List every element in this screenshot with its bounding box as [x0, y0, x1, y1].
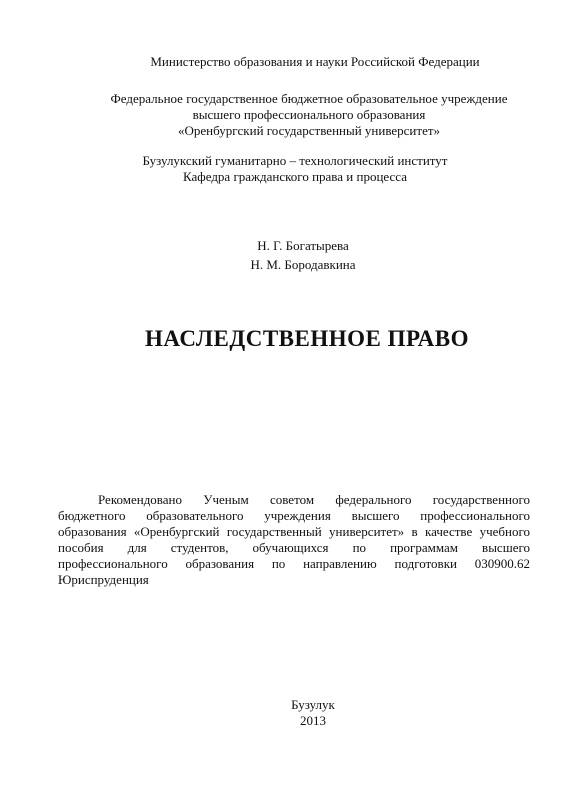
institution-line-2: высшего профессионального образования [192, 107, 426, 122]
institution-line-1: Федеральное государственное бюджетное образовательное учреждение [110, 91, 508, 106]
recommendation-line-2: бюджетного образовательного учреждения высшего профессионального [58, 508, 530, 523]
recommendation-line-3: образования «Оренбургский государственный университет» в качестве учебного [58, 524, 530, 539]
ministry-name: Министерство образования и науки Российской Федерации [150, 54, 480, 69]
institute-name: Бузулукский гуманитарно – технологический институт [142, 153, 448, 168]
recommendation-line-6: Юриспруденция [58, 572, 149, 587]
publication-year: 2013 [300, 713, 326, 728]
author-1: Н. Г. Богатырева [257, 238, 349, 253]
recommendation-line-4: пособия для студентов, обучающихся по программам высшего [58, 540, 530, 555]
book-title: НАСЛЕДСТВЕННОЕ ПРАВО [145, 326, 469, 351]
recommendation-line-1: Рекомендовано Ученым советом федерального государственного [98, 492, 530, 507]
recommendation-line-5: профессионального образования по направлению подготовки 030900.62 [58, 556, 530, 571]
author-2: Н. М. Бородавкина [250, 257, 356, 272]
institution-line-3: «Оренбургский государственный университет» [177, 123, 441, 138]
department-name: Кафедра гражданского права и процесса [183, 169, 407, 184]
recommendation-paragraph [58, 492, 530, 588]
publication-city: Бузулук [291, 697, 335, 712]
